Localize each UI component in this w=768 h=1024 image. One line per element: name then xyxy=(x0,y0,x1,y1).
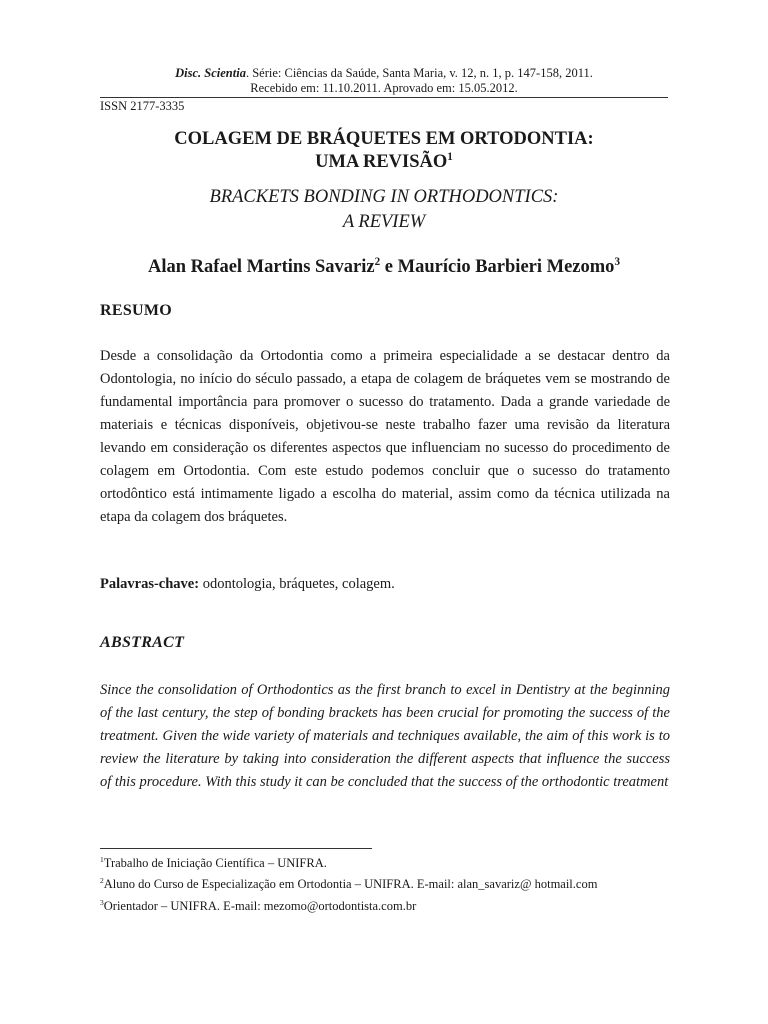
author-1: Alan Rafael Martins Savariz xyxy=(148,257,375,277)
keywords xyxy=(100,573,395,596)
journal-series: . Série: Ciências da Saúde, Santa Maria, v. 12, n. 1, p. 147-158, 2011. xyxy=(245,66,593,80)
footnote-1-text: Trabalho de Iniciação Científica – UNIFRA. xyxy=(103,856,327,870)
journal-header xyxy=(100,66,668,96)
footnote-2 xyxy=(100,874,668,895)
authors xyxy=(100,256,668,279)
footnote-rule xyxy=(100,848,372,849)
footnote-3-text: Orientador – UNIFRA. E-mail: mezomo@ortodontista.com.br xyxy=(103,899,417,913)
footnote-1 xyxy=(100,852,668,874)
footnotes xyxy=(100,852,668,917)
footnote-3-number: 3 xyxy=(100,897,104,907)
footnote-2-number: 2 xyxy=(100,875,104,885)
title-footnote-ref: 1 xyxy=(447,150,453,163)
keywords-label: Palavras-chave: xyxy=(100,576,200,592)
journal-name: Disc. Scientia xyxy=(175,66,246,80)
header-rule xyxy=(100,97,668,98)
footnote-2-text: Aluno do Curso de Especialização em Ortodontia – UNIFRA. E-mail: alan_savariz@ hotmail.com xyxy=(103,877,598,891)
title-en-line2: A REVIEW xyxy=(342,212,426,232)
author-2: Maurício Barbieri Mezomo xyxy=(397,257,615,277)
journal-citation xyxy=(100,66,668,81)
resumo-heading: RESUMO xyxy=(100,302,173,319)
resumo-text: Desde a consolidação da Ortodontia como a primeira especialidade a se destacar dentro da Odontologia, no início do século passado, a etapa de colagem de bráquetes vem se mostrando de fundamental importância para promover o sucesso do tratamento. Dada a grande variedade de materiais e técnicas disponíveis, objetivou-se neste trabalho fazer uma revisão da literatura levando em consideração os diferentes aspectos que influenciam no sucesso do procedimento de colagem em Ortodontia. Com este estudo podemos concluir que o sucesso do tratamento ortodôntico está intimamente ligado a escolha do material, assim como da técnica utilizada na etapa da colagem dos bráquetes. xyxy=(100,348,670,525)
title-en-line1: BRACKETS BONDING IN ORTHODONTICS: xyxy=(209,187,559,207)
keywords-list: odontologia, bráquetes, colagem. xyxy=(199,576,395,592)
title-pt-line2 xyxy=(100,151,668,174)
footnote-3 xyxy=(100,895,668,917)
author-conjunction: e xyxy=(380,257,398,277)
title-english xyxy=(100,185,668,235)
abstract-heading: ABSTRACT xyxy=(100,634,185,651)
title-pt-line2-text: UMA REVISÃO xyxy=(315,152,448,172)
author-1-footnote-ref: 2 xyxy=(374,255,381,268)
title-portuguese xyxy=(100,128,668,174)
received-approved-dates: Recebido em: 11.10.2011. Aprovado em: 15.05.2012. xyxy=(250,81,518,95)
abstract-text: Since the consolidation of Orthodontics as the first branch to excel in Dentistry at the beginning of the last century, the step of bonding brackets has been crucial for promoting the success of the treatment. Given the wide variety of materials and techniques available, the aim of this work is to review the literature by taking into consideration the different aspects that influence the success of this procedure. With this study it can be concluded that the success of the orthodontic treatment xyxy=(100,682,670,790)
footnote-1-number: 1 xyxy=(100,854,104,864)
author-2-footnote-ref: 3 xyxy=(614,255,620,268)
title-pt-line1: COLAGEM DE BRÁQUETES EM ORTODONTIA: xyxy=(174,129,594,149)
issn: ISSN 2177-3335 xyxy=(100,99,185,113)
